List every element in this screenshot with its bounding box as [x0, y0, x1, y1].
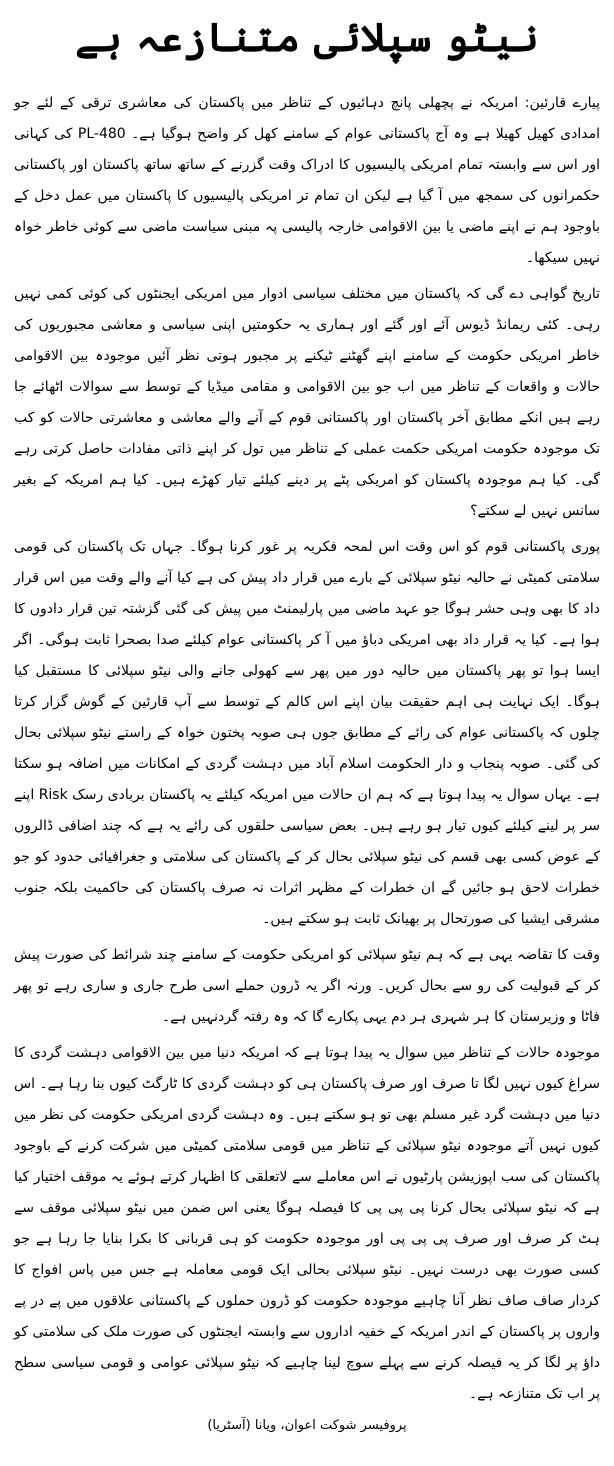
paragraph-current-situation: موجودہ حالات کے تناظر میں سوال یہ پیدا ہوتا ہے کہ امریکہ دنیا میں بین الاقوامی دہشت گردی کا سراغ کیوں نہیں لگا تا صرف اور صرف پاکستان ہی کو دہشت گردی کا ٹارگٹ کیوں بنا رہا ہے۔ اس دنیا میں دہشت گرد غیر مسلم بھی تو ہو سکتے ہیں۔ وہ دہشت گردی امریکی حکومت کی نظر میں کیوں نہیں آتے موجودہ نیٹو سپلائی کے تناظر میں قومی سلامتی کمیٹی میں شرکت کرنے کے باوجود پاکستان کی سب اپوزیشن پارٹیوں نے اس معاملے سے لاتعلقی کا اظہار کرتے ہوئے یہ موقف اختیار کیا ہے کہ نیٹو سپلائی بحال کرنا پی پی پی کا فیصلہ ہوگا یعنی اس ضمن میں نیٹو سپلائی موقف سے ہٹ کر صرف اور صرف پی پی پی اور موجودہ حکومت کو ہی قربانی کا بکرا بنایا جا رہا ہے جو کسی صورت بھی درست نہیں۔ نیٹو سپلائی بحالی ایک قومی معاملہ ہے جس میں پاس افواج کا کردار صاف صاف نظر آنا چاہیے موجودہ حکومت کو ڈرون حملوں کے پاکستانی علاقوں میں پے در پے واروں پر پاکستان کے اندر امریکہ کے خفیہ اداروں سے وابستہ ایجنٹوں کی صورت ملک کی سلامتی کو داؤ پر لگا کر یہ فیصلہ کرنے سے پہلے سوچ لینا چاہیے کہ نیٹو سپلائی عوامی و قومی سیاسی سطح پر اب تک متنازعہ ہے۔ — [14, 1045, 600, 1402]
paragraph-nation: پوری پاکستانی قوم کو اس وقت اس لمحہ فکریہ پر غور کرنا ہوگا۔ جہاں تک پاکستان کی قومی سلامتی کمیٹی نے حالیہ نیٹو سپلائی کے بارے میں قرار داد پیش کی ہے کیا آنے والے وقت میں اس قرار داد کا بھی وہی حشر ہوگا جو عہد ماضی میں پارلیمنٹ میں پیش کی گئی گزشتہ تین قرار دادوں کا ہوا ہے۔ کیا یہ قرار داد بھی امریکی دباؤ میں آ کر پاکستانی عوام کیلئے صدا بصحرا ثابت ہوگی۔ اگر ایسا ہوا تو پھر پاکستان میں حالیہ دور میں پھر سے کھولی جانے والی نیٹو سپلائی کا مستقبل کیا ہوگا۔ ایک نہایت ہی اہم حقیقت بیان اپنے اس کالم کے توسط سے آپ قارئین کے گوش گزار کرتا چلوں کہ پاکستانی عوام کی رائے کے مطابق جوں ہی صوبہ پختون خواہ کے راستے نیٹو سپلائی بحال کی گئی۔ صوبہ پنجاب و دار الحکومت اسلام آباد میں دہشت گردی کے امکانات میں اضافہ ہو سکتا ہے۔ یہاں سوال یہ پیدا ہوتا ہے کہ ہم ان حالات میں امریکہ کیلئے یہ پاکستان بربادی رسک Risk اپنے سر پر لینے کیلئے کیوں تیار ہو رہے ہیں۔ بعض سیاسی حلقوں کی رائے یہ ہے کہ چند اضافی ڈالروں کے عوض کسی بھی قسم کی نیٹو سپلائی بحال کر کے پاکستان کی سلامتی و جغرافیائی حدود کو جو خطرات لاحق ہو جائیں گے ان خطرات کے مظہر اثرات نہ صرف پاکستان کی حاکمیت بلکہ جنوب مشرقی ایشیا کی صورتحال پر بھیانک ثابت ہو سکتے ہیں۔ — [14, 539, 600, 927]
article-body — [14, 88, 600, 1410]
paragraph-demand: وقت کا تقاضہ یہی ہے کہ ہم نیٹو سپلائی کو امریکی حکومت کے سامنے چند شرائط کی صورت پیش کر کے قبولیت کی رو سے بحال کریں۔ ورنہ اگر یہ ڈرون حملے اسی طرح جاری و ساری رہے تو پھر فاٹا و وزیرستان کا ہر شہری ہر دم یہی پکارے گا کہ وہ رفتہ گردنہیں ہے۔ — [14, 947, 600, 1025]
page-title: نیٹو سپلائی متنازعہ ہے — [75, 14, 539, 61]
author-byline: پروفیسر شوکت اعوان، ویانا (آسٹریا) — [207, 1418, 407, 1433]
paragraph-intro: پیارے قارئین: امریکہ نے پچھلی پانچ دہائیوں کے تناظر میں پاکستان کی معاشری ترقی کے لئے جو امدادی کھیل کھیلا ہے وہ آج پاکستانی عوام کے سامنے کھل کر واضح ہوگیا ہے۔ PL-480 کی کہانی اور اس سے وابستہ تمام امریکی پالیسیوں کا ادراک وقت گزرنے کے ساتھ ساتھ پاکستان اور پاکستانی حکمرانوں کی سمجھ میں آ گیا ہے لیکن ان تمام تر امریکی پالیسیوں کا پاکستان میں عمل دخل کے باوجود ہم نے اپنے ماضی یا بین الاقوامی خارجہ پالیسی پہ مبنی سیاست ماضی سے کوئی خاطر خواہ نہیں سیکھا۔ — [14, 95, 601, 266]
paragraph-history: تاریخ گواہی دے گی کہ پاکستان میں مختلف سیاسی ادوار میں امریکی ایجنٹوں کی کوئی کمی نہیں رہی۔ کئی ریمانڈ ڈیوس آئے اور گئے اور ہماری یہ حکومتیں اپنی سیاسی و معاشی مجبوریوں کی خاطر امریکی حکومت کے سامنے اپنے گھٹنے ٹیکنے پر مجبور ہوتی نظر آئیں موجودہ بین الاقوامی حالات و واقعات کے تناظر میں اب جو بین الاقوامی و مقامی میڈیا کے توسط سے سوالات اٹھائے جا رہے ہیں انکے مطابق آخر پاکستان اور پاکستانی قوم کے آنے والے معاشی و معاشرتی حالات کو کب تک موجودہ حکومت امریکی حکمت عملی کے تناظر میں تول کر اپنے ذاتی مفادات حاصل کرتی رہے گی۔ کیا ہم موجودہ پاکستان کو امریکی پٹے پر دینے کیلئے تیار کھڑے ہیں۔ کیا ہم امریکہ کے بغیر سانس نہیں لے سکتے؟ — [14, 286, 600, 519]
